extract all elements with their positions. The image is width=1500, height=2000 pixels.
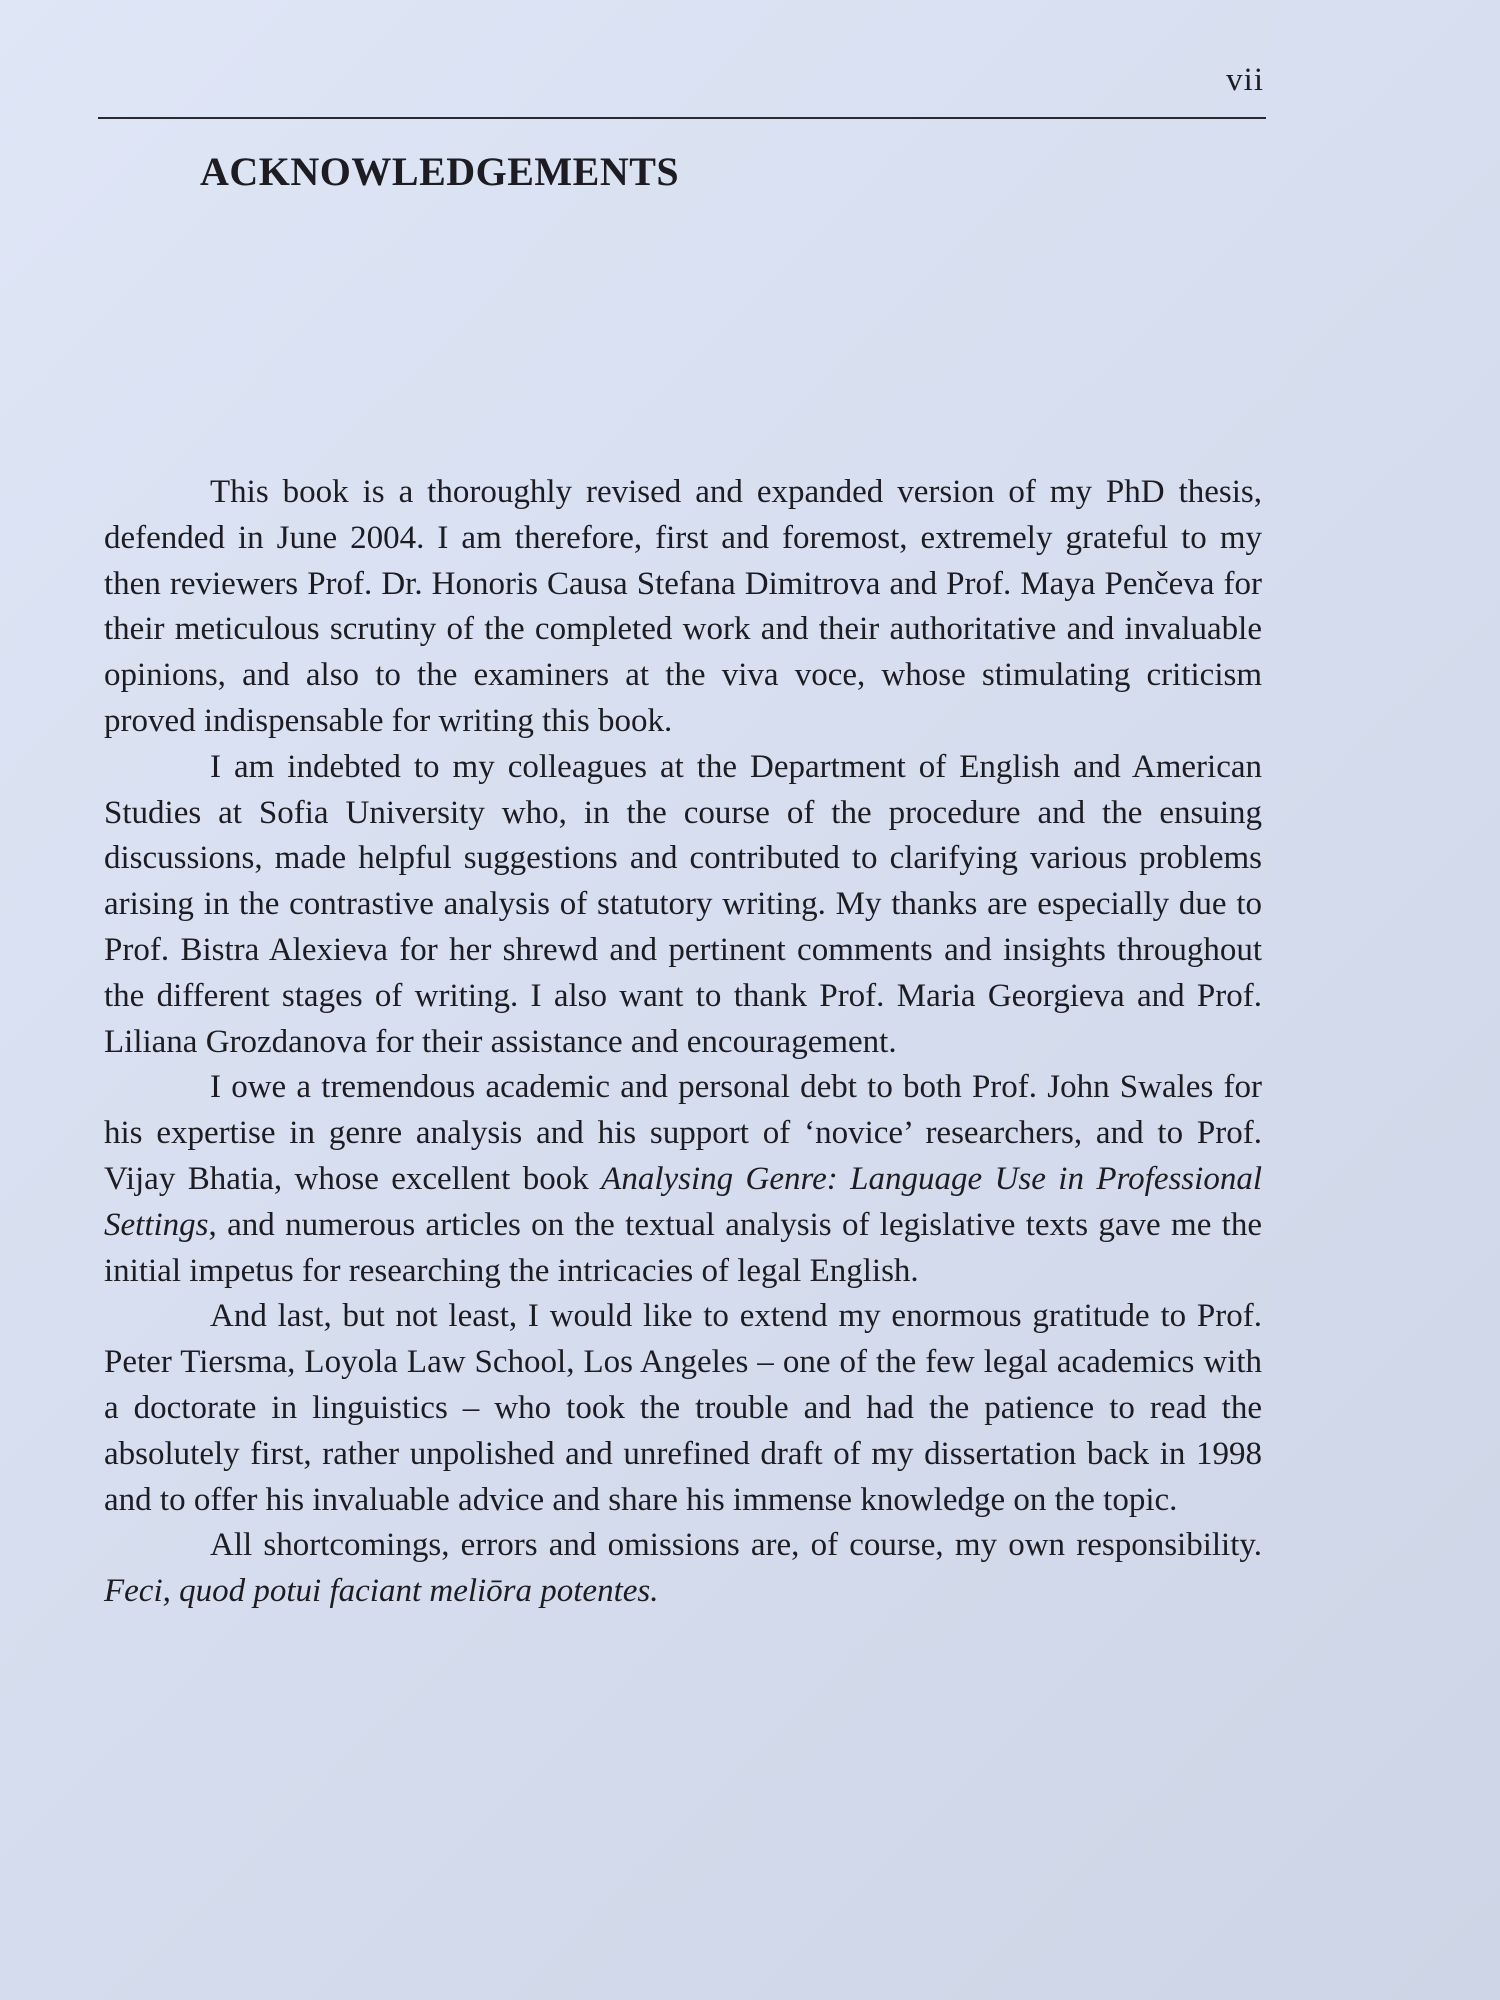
paragraph-responsibility <box>104 1523 1262 1615</box>
paragraph-text-part: , and numerous articles on the textual analysis of legislative texts gave me the initial impetus for researching the intricacies of legal English. <box>104 1206 1262 1289</box>
latin-quote: Feci, quod potui faciant meliōra potentes. <box>104 1573 659 1610</box>
paragraph-reviewers: This book is a thoroughly revised and expanded version of my PhD thesis, defended in June 2004. I am therefore, first and foremost, extremely grateful to my then reviewers Prof. Dr. Honoris Causa Stefana Dimitrova and Prof. Maya Penčeva for their meticulous scrutiny of the completed work and their authoritative and invaluable opinions, and also to the examiners at the viva voce, whose stimulating criticism proved indispensable for writing this book. <box>104 474 1262 739</box>
paragraph-text-part: All shortcomings, errors and omissions are, of course, my own responsibility. <box>210 1527 1262 1564</box>
book-title: Analysing Genre: Language Use in Professional Settings <box>104 1160 1262 1243</box>
header-rule <box>98 117 1266 119</box>
paragraph-text-part: I owe a tremendous academic and personal debt to both Prof. John Swales for his expertise in genre analysis and his support of ‘novice’ researchers, and to Prof. Vijay Bhatia, whose excellent book <box>104 1069 1262 1197</box>
page-number: vii <box>1226 62 1264 98</box>
paragraph-tiersma: And last, but not least, I would like to extend my enormous gratitude to Prof. Peter Tiersma, Loyola Law School, Los Angeles – one of the few legal academics with a doctorate in linguistics – who took the trouble and had the patience to read the absolutely first, rather unpolished and unrefined draft of my dissertation back in 1998 and to offer his invaluable advice and share his immense knowledge on the topic. <box>104 1298 1262 1518</box>
acknowledgements-body <box>104 470 1262 1615</box>
paragraph-swales-bhatia <box>104 1065 1262 1294</box>
page-title: ACKNOWLEDGEMENTS <box>200 149 680 194</box>
paragraph-colleagues: I am indebted to my colleagues at the Department of English and American Studies at Sofia University who, in the course of the procedure and the ensuing discussions, made helpful suggestions and contributed to clarifying various problems arising in the contrastive analysis of statutory writing. My thanks are especially due to Prof. Bistra Alexieva for her shrewd and pertinent comments and insights throughout the different stages of writing. I also want to thank Prof. Maria Georgieva and Prof. Liliana Grozdanova for their assistance and encouragement. <box>104 748 1262 1060</box>
